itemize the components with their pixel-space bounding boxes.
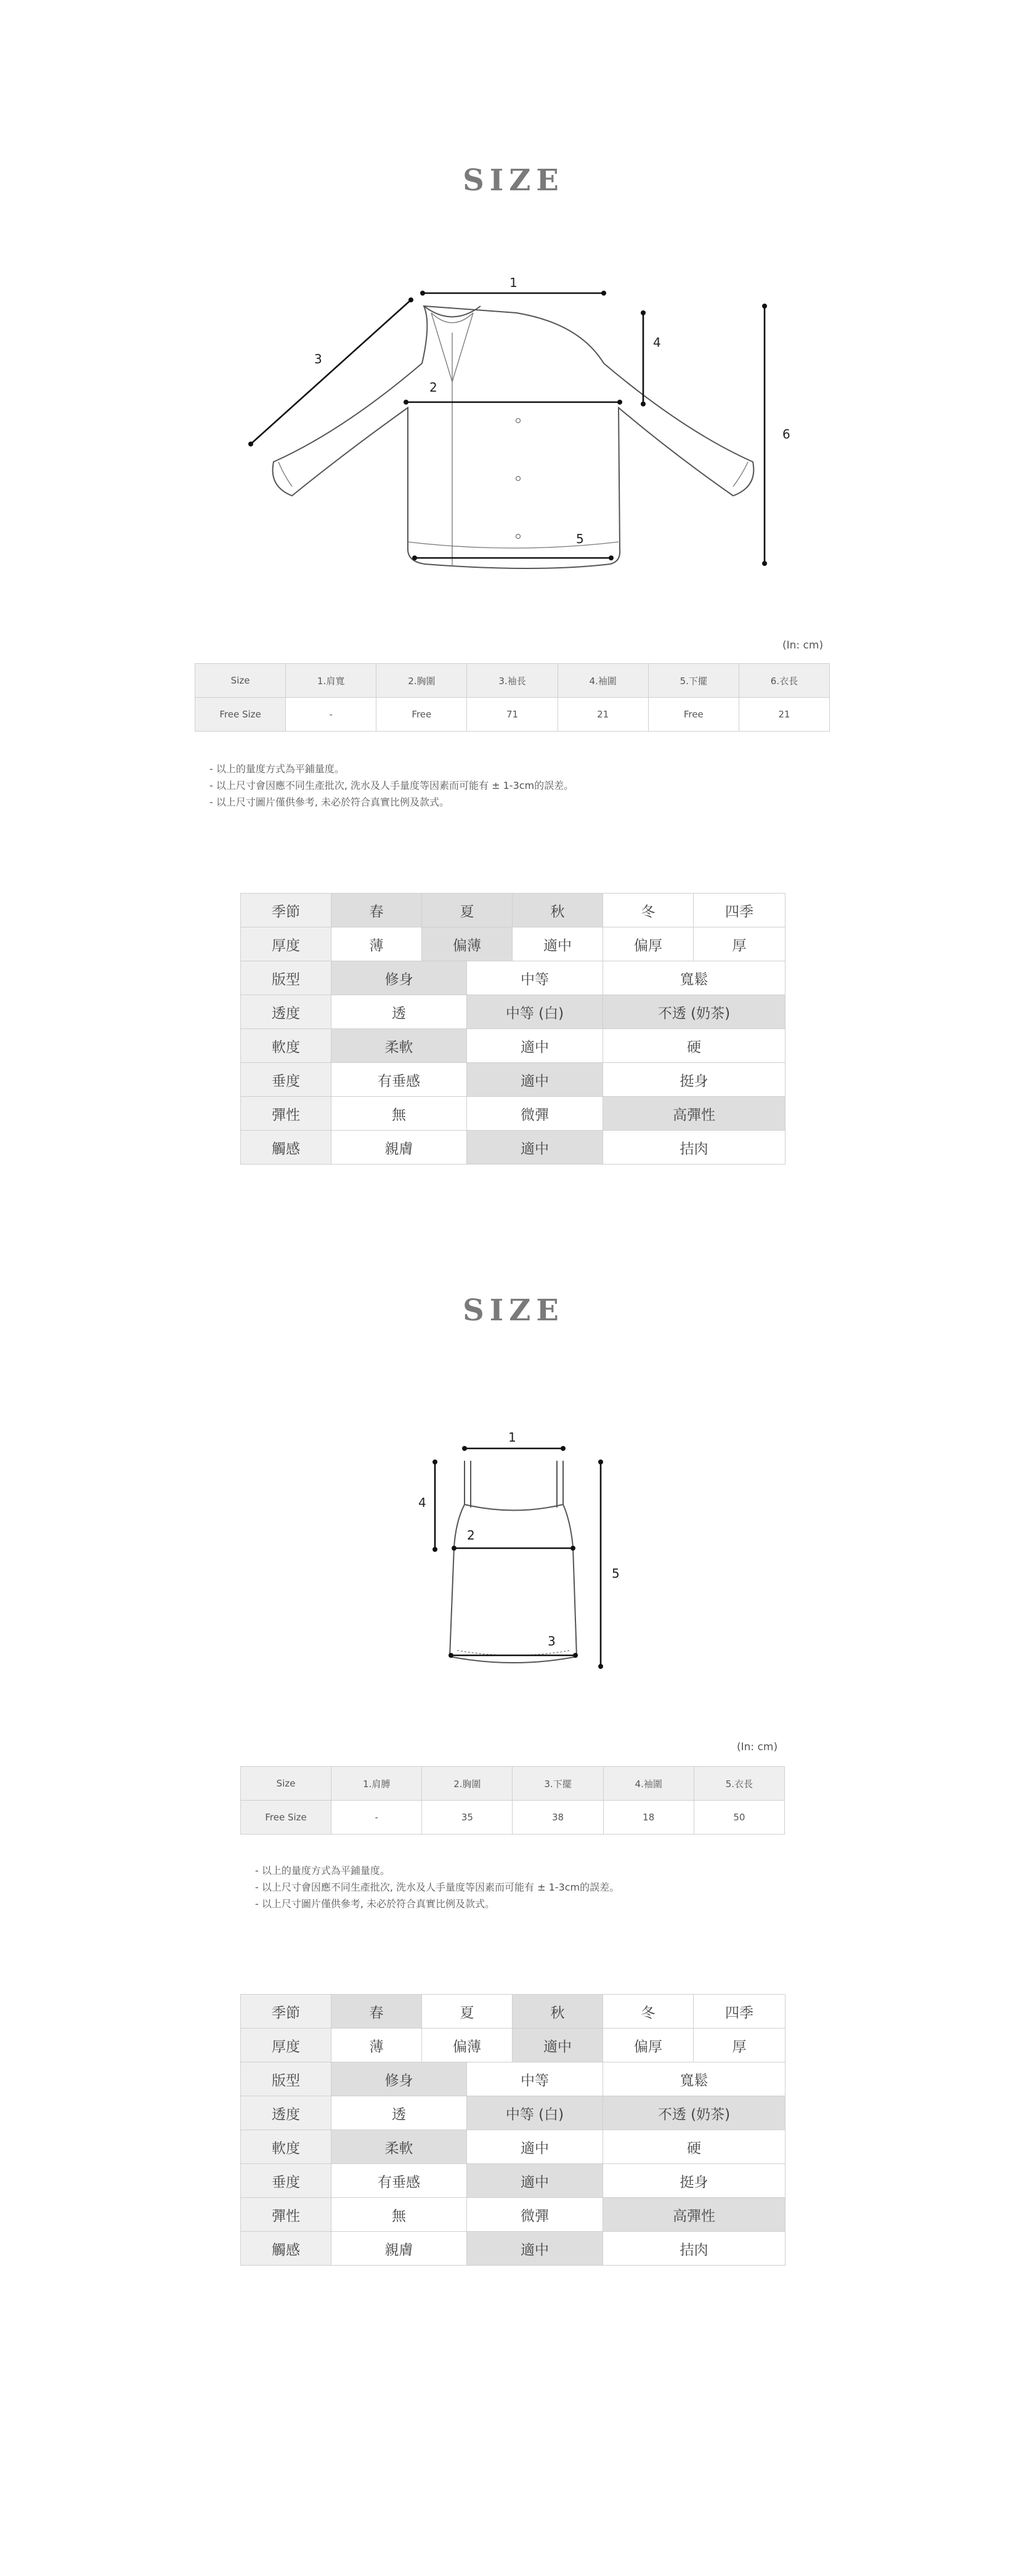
attr-option: 適中 [467,1029,603,1063]
attr-option: 無 [331,1097,467,1131]
table-cell: 21 [558,698,648,732]
header-cell: 1.肩膊 [331,1767,422,1801]
attr-row-touch [241,1131,785,1165]
attr-option: 挺身 [603,1063,785,1097]
table-cell: 18 [603,1801,694,1835]
note-line: - 以上的量度方式為平鋪量度。 [209,763,344,775]
attribute-table-1 [240,893,785,1165]
header-cell: 3.袖長 [467,664,558,698]
attr-option: 親膚 [331,2232,467,2266]
attr-option: 寬鬆 [603,2062,785,2096]
attr-label: 厚度 [241,2029,331,2062]
attr-option: 挺身 [603,2164,785,2198]
size-title-2: SIZE [463,1293,564,1328]
attr-label: 彈性 [241,2198,331,2232]
attr-option: 厚 [694,927,785,961]
table-cell: - [286,698,376,732]
attr-option: 偏薄 [422,2029,513,2062]
attr-label: 季節 [241,894,331,927]
note-line: - 以上尺寸圖片僅供參考, 未必於符合真實比例及款式。 [209,796,450,808]
diagram-label-3: 3 [548,1634,556,1649]
notes-1 [209,761,574,810]
attr-option: 秋 [513,894,603,927]
measure-line-6 [762,304,767,566]
attr-option: 冬 [603,894,694,927]
unit-label-1: (In: cm) [782,639,824,652]
attr-label: 觸感 [241,2232,331,2266]
diagram-label-1: 1 [509,275,518,290]
attr-option: 微彈 [467,2198,603,2232]
attr-option: 中等 (白) [467,2096,603,2130]
attr-option: 不透 (奶茶) [603,2096,785,2130]
measure-line-5 [598,1460,603,1669]
attr-option: 適中 [467,1131,603,1165]
header-cell: 6.衣長 [739,664,829,698]
attr-option: 中等 [467,961,603,995]
attr-option: 修身 [331,2062,467,2096]
header-cell: 4.袖圍 [558,664,648,698]
attr-option: 不透 (奶茶) [603,995,785,1029]
attr-option: 修身 [331,961,467,995]
cardigan-outline [273,306,754,568]
diagram-label-6: 6 [782,427,790,442]
attr-option: 寬鬆 [603,961,785,995]
attr-option: 偏厚 [603,2029,694,2062]
attr-label: 透度 [241,2096,331,2130]
attr-option: 高彈性 [603,1097,785,1131]
header-cell: Size [195,664,286,698]
table-cell: 21 [739,698,829,732]
attr-row-season [241,894,785,927]
attr-row-touch [241,2232,785,2266]
attr-option: 中等 (白) [467,995,603,1029]
camisole-outline [450,1461,577,1663]
diagram-label-4: 4 [653,335,661,350]
measurement-table-1 [195,663,830,732]
attr-option: 無 [331,2198,467,2232]
measurement-table-2 [240,1766,785,1835]
attr-option: 硬 [603,2130,785,2164]
table-header-row [241,1767,785,1801]
attr-option: 透 [331,2096,467,2130]
attr-row-transparency [241,2096,785,2130]
attr-option: 拮肉 [603,2232,785,2266]
table-cell: Free [648,698,739,732]
attr-label: 厚度 [241,927,331,961]
table-cell: Free [376,698,467,732]
camisole-diagram [394,1410,641,1681]
measure-line-2 [452,1546,575,1551]
attr-row-softness [241,1029,785,1063]
attr-row-softness [241,2130,785,2164]
attr-row-season [241,1995,785,2029]
measure-line-4 [641,310,646,406]
attr-label: 軟度 [241,1029,331,1063]
notes-2 [255,1862,619,1912]
header-cell: 2.胸圍 [422,1767,513,1801]
table-header-row [195,664,830,698]
table-cell: - [331,1801,422,1835]
table-cell: 50 [694,1801,784,1835]
attr-option: 薄 [331,2029,422,2062]
measure-line-3 [449,1653,578,1658]
header-cell: 5.下擺 [648,664,739,698]
diagram-label-4: 4 [418,1495,426,1510]
attr-option: 適中 [467,2164,603,2198]
attr-option: 拮肉 [603,1131,785,1165]
attr-option: 柔軟 [331,2130,467,2164]
attribute-table-2 [240,1994,785,2266]
attr-row-thickness [241,927,785,961]
diagram-label-5: 5 [612,1566,620,1581]
attr-row-elasticity [241,1097,785,1131]
attr-label: 彈性 [241,1097,331,1131]
attr-row-transparency [241,995,785,1029]
note-line: - 以上的量度方式為平鋪量度。 [255,1865,390,1876]
attr-label: 軟度 [241,2130,331,2164]
header-cell: 3.下擺 [513,1767,603,1801]
header-cell: 5.衣長 [694,1767,784,1801]
diagram-label-1: 1 [508,1430,516,1445]
attr-row-fit [241,2062,785,2096]
diagram-label-2: 2 [429,380,437,395]
attr-option: 適中 [467,1063,603,1097]
unit-label-2: (In: cm) [737,1741,778,1753]
size-title-1: SIZE [463,163,564,198]
attr-option: 適中 [467,2232,603,2266]
attr-option: 偏薄 [422,927,513,961]
header-cell: 4.袖圍 [603,1767,694,1801]
diagram-label-2: 2 [467,1528,475,1543]
attr-label: 版型 [241,2062,331,2096]
header-cell: 2.胸圍 [376,664,467,698]
table-row [195,698,830,732]
table-cell: 38 [513,1801,603,1835]
attr-option: 春 [331,1995,422,2029]
attr-row-drape [241,2164,785,2198]
attr-option: 夏 [422,894,513,927]
note-line: - 以上尺寸會因應不同生產批次, 洗水及人手量度等因素而可能有 ± 1-3cm的誤差。 [209,780,574,791]
note-line: - 以上尺寸會因應不同生產批次, 洗水及人手量度等因素而可能有 ± 1-3cm的誤差。 [255,1881,620,1893]
table-cell: 71 [467,698,558,732]
table-row [241,1801,785,1835]
attr-option: 柔軟 [331,1029,467,1063]
attr-row-drape [241,1063,785,1097]
attr-option: 薄 [331,927,422,961]
attr-option: 中等 [467,2062,603,2096]
attr-option: 偏厚 [603,927,694,961]
attr-label: 透度 [241,995,331,1029]
measure-line-1 [420,291,606,296]
attr-label: 垂度 [241,1063,331,1097]
row-label: Free Size [241,1801,331,1835]
attr-option: 有垂感 [331,2164,467,2198]
attr-row-elasticity [241,2198,785,2232]
header-cell: Size [241,1767,331,1801]
header-cell: 1.肩寬 [286,664,376,698]
attr-option: 親膚 [331,1131,467,1165]
attr-option: 硬 [603,1029,785,1063]
diagram-label-5: 5 [576,531,584,546]
measure-line-3 [248,297,413,446]
attr-option: 適中 [467,2130,603,2164]
table-cell: 35 [422,1801,513,1835]
measure-line-1 [462,1446,566,1451]
attr-label: 觸感 [241,1131,331,1165]
attr-option: 適中 [513,927,603,961]
cardigan-diagram [234,265,789,585]
attr-option: 夏 [422,1995,513,2029]
attr-label: 垂度 [241,2164,331,2198]
attr-option: 高彈性 [603,2198,785,2232]
measure-line-5 [412,555,614,560]
attr-option: 春 [331,894,422,927]
attr-option: 微彈 [467,1097,603,1131]
diagram-label-3: 3 [314,352,322,366]
attr-option: 冬 [603,1995,694,2029]
attr-option: 四季 [694,1995,785,2029]
measure-line-2 [404,400,622,405]
row-label: Free Size [195,698,286,732]
attr-option: 適中 [513,2029,603,2062]
note-line: - 以上尺寸圖片僅供參考, 未必於符合真實比例及款式。 [255,1898,495,1910]
attr-row-fit [241,961,785,995]
attr-option: 厚 [694,2029,785,2062]
measure-line-4 [432,1460,437,1552]
attr-option: 四季 [694,894,785,927]
attr-label: 季節 [241,1995,331,2029]
attr-option: 有垂感 [331,1063,467,1097]
attr-option: 透 [331,995,467,1029]
attr-label: 版型 [241,961,331,995]
attr-option: 秋 [513,1995,603,2029]
attr-row-thickness [241,2029,785,2062]
